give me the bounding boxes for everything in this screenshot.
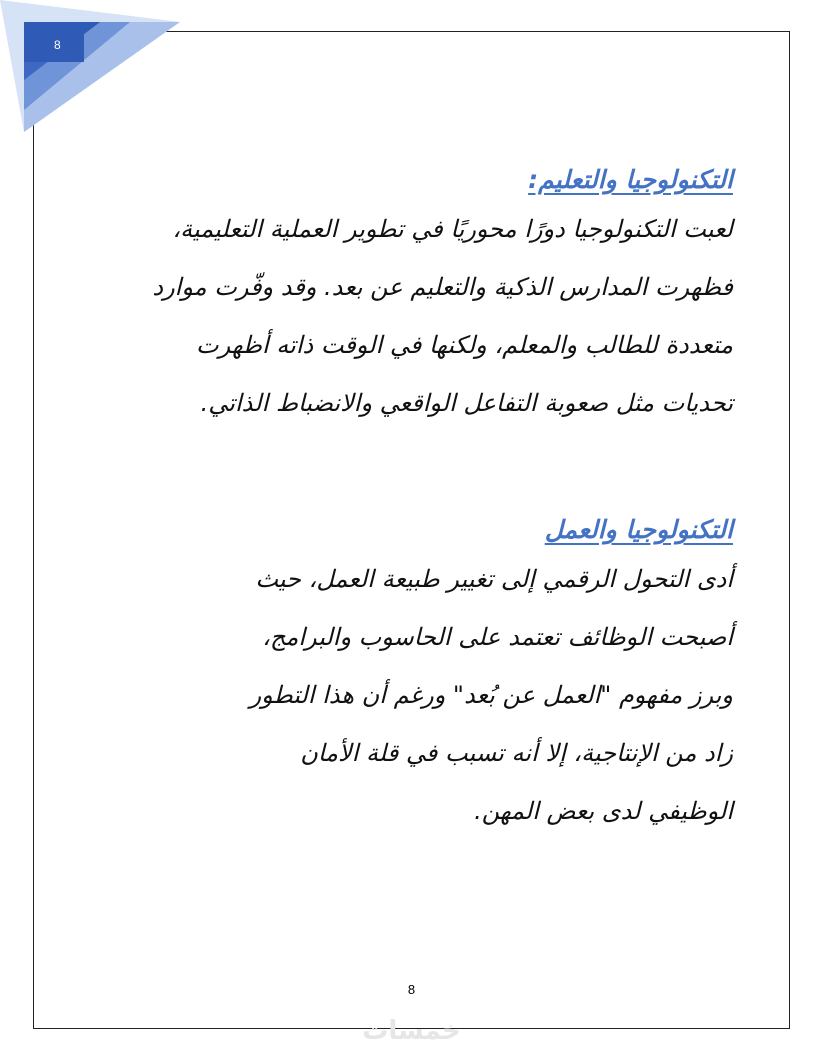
paragraph-line: تحديات مثل صعوبة التفاعل الواقعي والانضباط الذاتي. [200,389,733,417]
paragraph-line: وبرز مفهوم "العمل عن بُعد" ورغم أن هذا التطور [249,681,733,709]
corner-decoration [0,0,200,140]
section-heading: التكنولوجيا والتعليم: [528,165,733,194]
paragraph-line: متعددة للطالب والمعلم، ولكنها في الوقت ذاته أظهرت [196,331,733,359]
paragraph-line: فظهرت المدارس الذكية والتعليم عن بعد. وقد وفّرت موارد [152,273,733,301]
section-work [33,510,733,840]
section-heading: التكنولوجيا والعمل [544,515,733,544]
section-education [33,160,733,432]
document-body [33,160,733,840]
paragraph-line: لعبت التكنولوجيا دورًا محوريًا في تطوير العملية التعليمية، [172,215,733,243]
paragraph-line: الوظيفي لدى بعض المهن. [474,797,733,825]
paragraph-line: أصبحت الوظائف تعتمد على الحاسوب والبرامج، [262,623,733,651]
footer-page-number: 8 [407,982,416,997]
watermark: خمسات [362,1016,461,1046]
paragraph-line: أدى التحول الرقمي إلى تغيير طبيعة العمل، حيث [255,565,733,593]
paragraph-line: زاد من الإنتاجية، إلا أنه تسبب في قلة الأمان [300,739,733,767]
corner-page-number: 8 [54,38,61,52]
